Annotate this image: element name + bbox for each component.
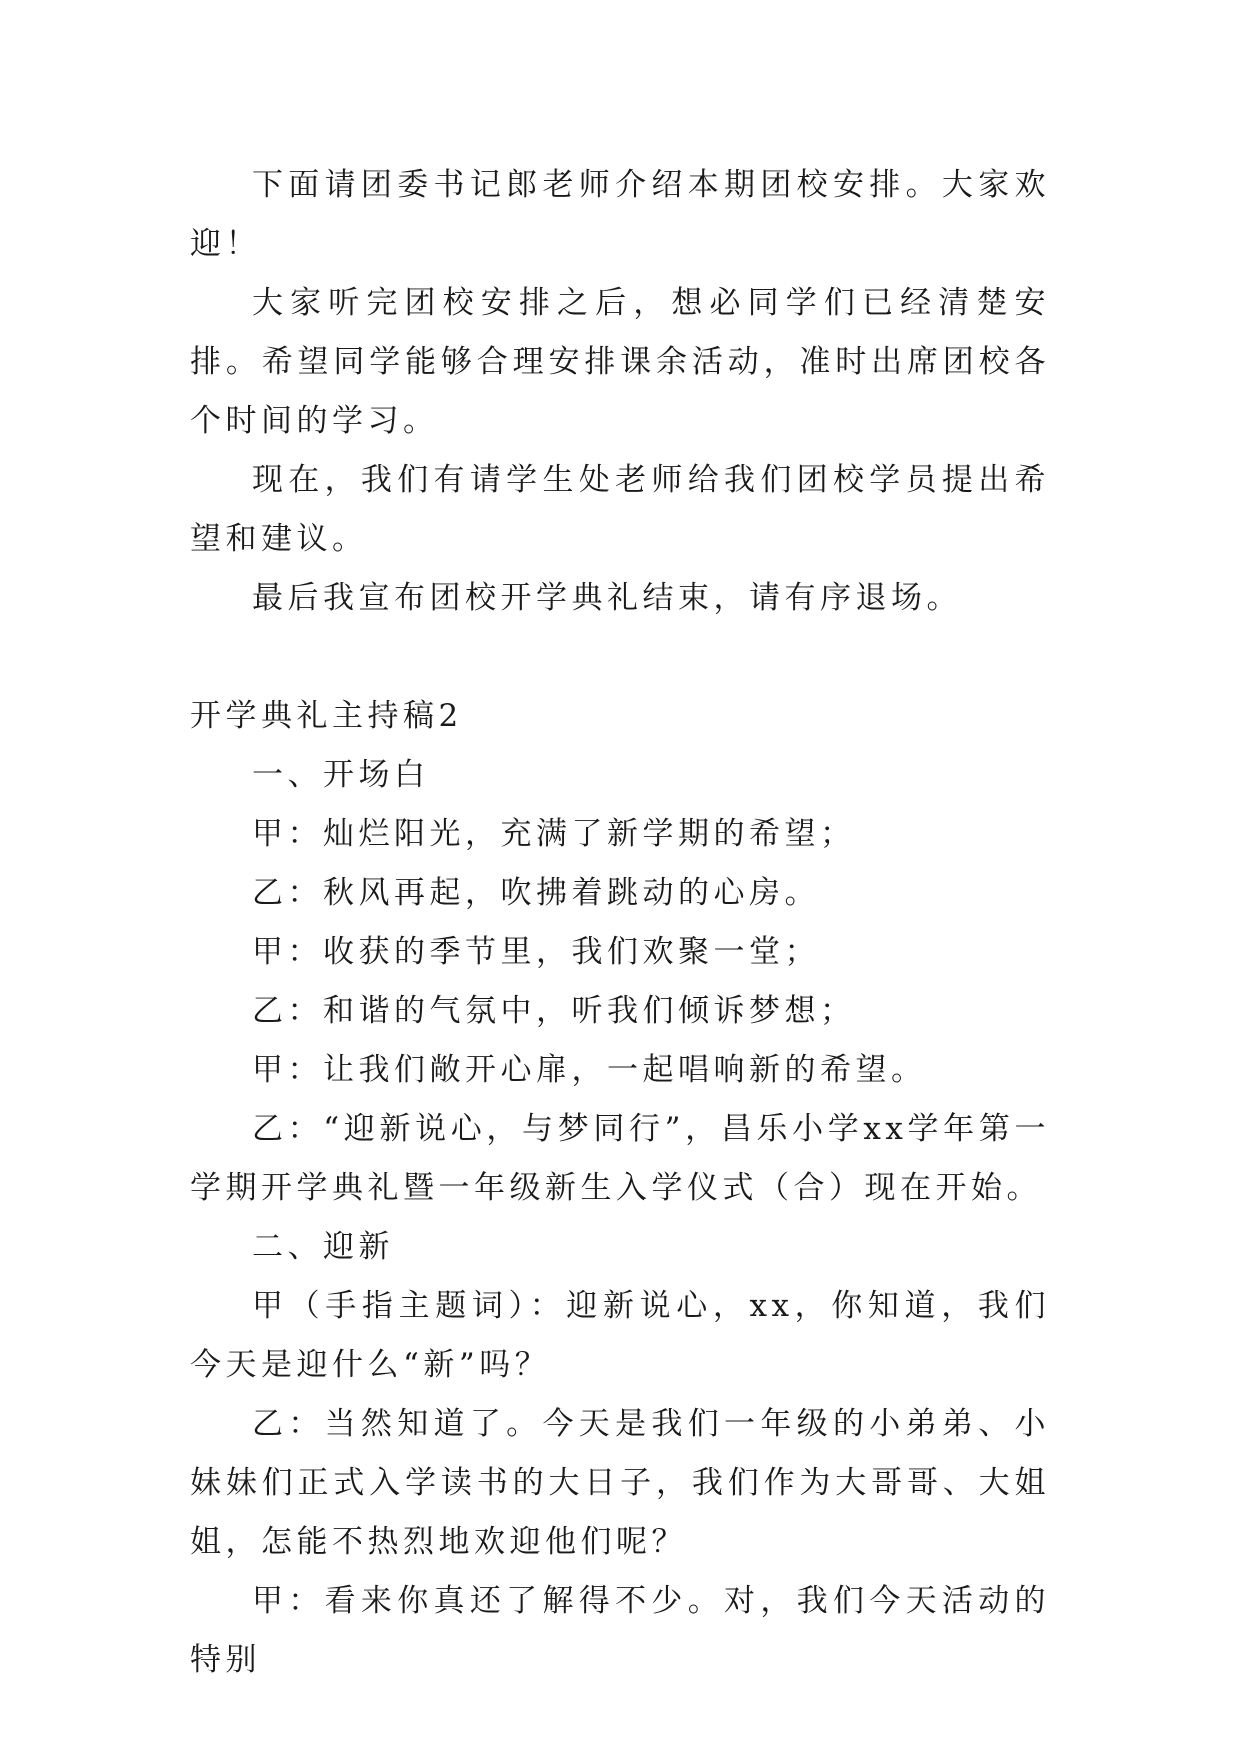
document-body — [190, 156, 1050, 1690]
paragraph: 甲：收获的季节里，我们欢聚一堂； — [252, 934, 820, 970]
paragraph: 二、迎新 — [252, 1229, 394, 1265]
section-title: 开学典礼主持稿2 — [190, 698, 463, 734]
paragraph: 乙：和谐的气氛中，听我们倾诉梦想； — [252, 993, 856, 1029]
paragraph: 现在，我们有请学生处老师给我们团校学员提出希望和建议。 — [190, 462, 1050, 557]
paragraph: 乙：秋风再起，吹拂着跳动的心房。 — [252, 875, 820, 911]
paragraph: 甲：灿烂阳光，充满了新学期的希望； — [252, 816, 856, 852]
paragraph: 甲：看来你真还了解得不少。对，我们今天活动的特别 — [190, 1583, 1050, 1678]
paragraph: 一、开场白 — [252, 757, 430, 793]
paragraph: 乙：“迎新说心，与梦同行”，昌乐小学xx学年第一学期开学典礼暨一年级新生入学仪式（合）现在开始。 — [190, 1111, 1050, 1206]
paragraph: 大家听完团校安排之后，想必同学们已经清楚安排。希望同学能够合理安排课余活动，准时出席团校各个时间的学习。 — [190, 285, 1050, 439]
paragraph: 乙：当然知道了。今天是我们一年级的小弟弟、小妹妹们正式入学读书的大日子，我们作为大哥哥、大姐姐，怎能不热烈地欢迎他们呢？ — [190, 1406, 1050, 1560]
paragraph: 甲（手指主题词）：迎新说心，xx，你知道，我们今天是迎什么“新”吗？ — [190, 1288, 1050, 1383]
paragraph: 最后我宣布团校开学典礼结束，请有序退场。 — [252, 580, 962, 616]
paragraph: 下面请团委书记郎老师介绍本期团校安排。大家欢迎！ — [190, 167, 1050, 262]
paragraph: 甲：让我们敞开心扉，一起唱响新的希望。 — [252, 1052, 927, 1088]
